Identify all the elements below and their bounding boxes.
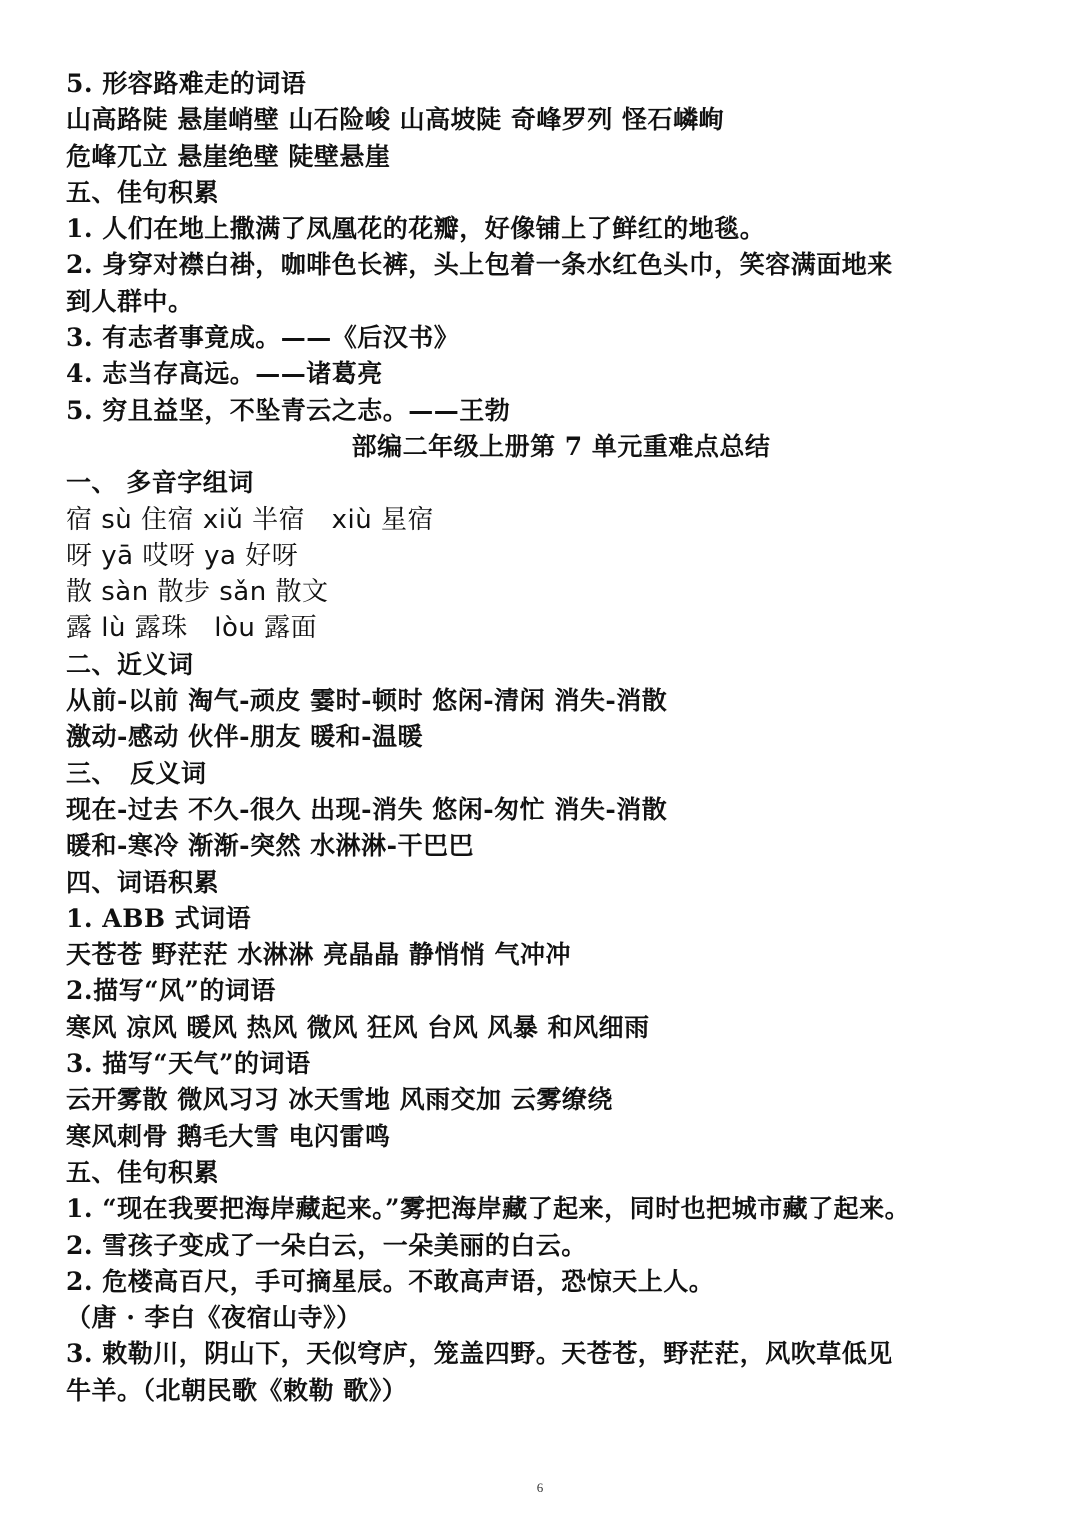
- word-list-line: 从前-以前 淘气-顽皮 霎时-顿时 悠闲-清闲 消失-消散: [66, 686, 668, 716]
- word-list-line: 寒风刺骨 鹅毛大雪 电闪雷鸣: [66, 1121, 391, 1151]
- word-list-line: 山高路陡 悬崖峭壁 山石险峻 山高坡陡 奇峰罗列 怪石嶙峋: [66, 105, 725, 135]
- polyphone-text: 散 sàn 散步 sǎn 散文: [66, 577, 329, 608]
- word-list-line: 天苍苍 野茫茫 水淋淋 亮晶晶 静悄悄 气冲冲: [66, 940, 572, 970]
- section-heading: 一、 多音字组词: [66, 468, 254, 498]
- sentence-line: 牛羊。（北朝民歌《敕勒 歌》）: [66, 1375, 408, 1405]
- polyphone-text: 呀 yā 哎呀 ya 好呀: [66, 540, 299, 571]
- polyphone-line: [66, 538, 1026, 574]
- section-heading: 五、佳句积累: [66, 177, 220, 207]
- subheading: 3. 描写“天气”的词语: [66, 1049, 311, 1079]
- word-list-line: 云开雾散 微风习习 冰天雪地 风雨交加 云雾缭绕: [66, 1085, 613, 1115]
- polyphone-text: 露 lù 露珠 lòu 露面: [66, 613, 318, 644]
- document-body: [66, 66, 1026, 1409]
- sentence-line: 3. 敕勒川，阴山下，天似穹庐，笼盖四野。天苍苍，野茫茫，风吹草低见: [66, 1339, 893, 1369]
- word-list-line: 暖和-寒冷 渐渐-突然 水淋淋-干巴巴: [66, 831, 475, 861]
- sentence-line: 4. 志当存高远。——诸葛亮: [66, 359, 383, 389]
- polyphone-line: [66, 574, 1026, 610]
- section-heading: 四、词语积累: [66, 867, 220, 897]
- unit-title: 部编二年级上册第 7 单元重难点总结: [351, 431, 771, 461]
- sentence-line: 1. 人们在地上撒满了凤凰花的花瓣，好像铺上了鲜红的地毯。: [66, 214, 766, 244]
- sentence-line: 3. 有志者事竟成。——《后汉书》: [66, 323, 460, 353]
- sentence-line: 到人群中。: [66, 286, 194, 316]
- page-number: 6: [536, 1480, 544, 1495]
- polyphone-line: [66, 502, 1026, 538]
- polyphone-line: [66, 610, 1026, 646]
- section-heading: 二、近义词: [66, 649, 194, 679]
- subheading: 2.描写“风”的词语: [66, 976, 276, 1006]
- sentence-line: （唐 · 李白《夜宿山寺》）: [66, 1303, 362, 1333]
- sentence-line: 1. “现在我要把海岸藏起来。”雾把海岸藏了起来，同时也把城市藏了起来。: [66, 1194, 911, 1224]
- word-list-line: 激动-感动 伙伴-朋友 暖和-温暖: [66, 722, 424, 752]
- sentence-line: 2. 身穿对襟白褂，咖啡色长裤，头上包着一条水红色头巾，笑容满面地来: [66, 250, 893, 280]
- section-heading: 五、佳句积累: [66, 1157, 220, 1187]
- word-list-line: 危峰兀立 悬崖绝壁 陡壁悬崖: [66, 141, 391, 171]
- sentence-line: 5. 穷且益坚，不坠青云之志。——王勃: [66, 395, 511, 425]
- section-heading: 三、 反义词: [66, 758, 207, 788]
- polyphone-text: 宿 sù 住宿 xiǔ 半宿 xiù 星宿: [66, 504, 435, 535]
- word-list-line: 寒风 凉风 暖风 热风 微风 狂风 台风 风暴 和风细雨: [66, 1012, 650, 1042]
- subheading-road-words: 5. 形容路难走的词语: [66, 69, 307, 98]
- sentence-line: 2. 雪孩子变成了一朵白云，一朵美丽的白云。: [66, 1230, 587, 1260]
- word-list-line: 现在-过去 不久-很久 出现-消失 悠闲-匆忙 消失-消散: [66, 794, 668, 824]
- subheading: 1. ABB 式词语: [66, 903, 252, 933]
- sentence-line: 2. 危楼高百尺，手可摘星辰。不敢高声语，恐惊天上人。: [66, 1266, 715, 1296]
